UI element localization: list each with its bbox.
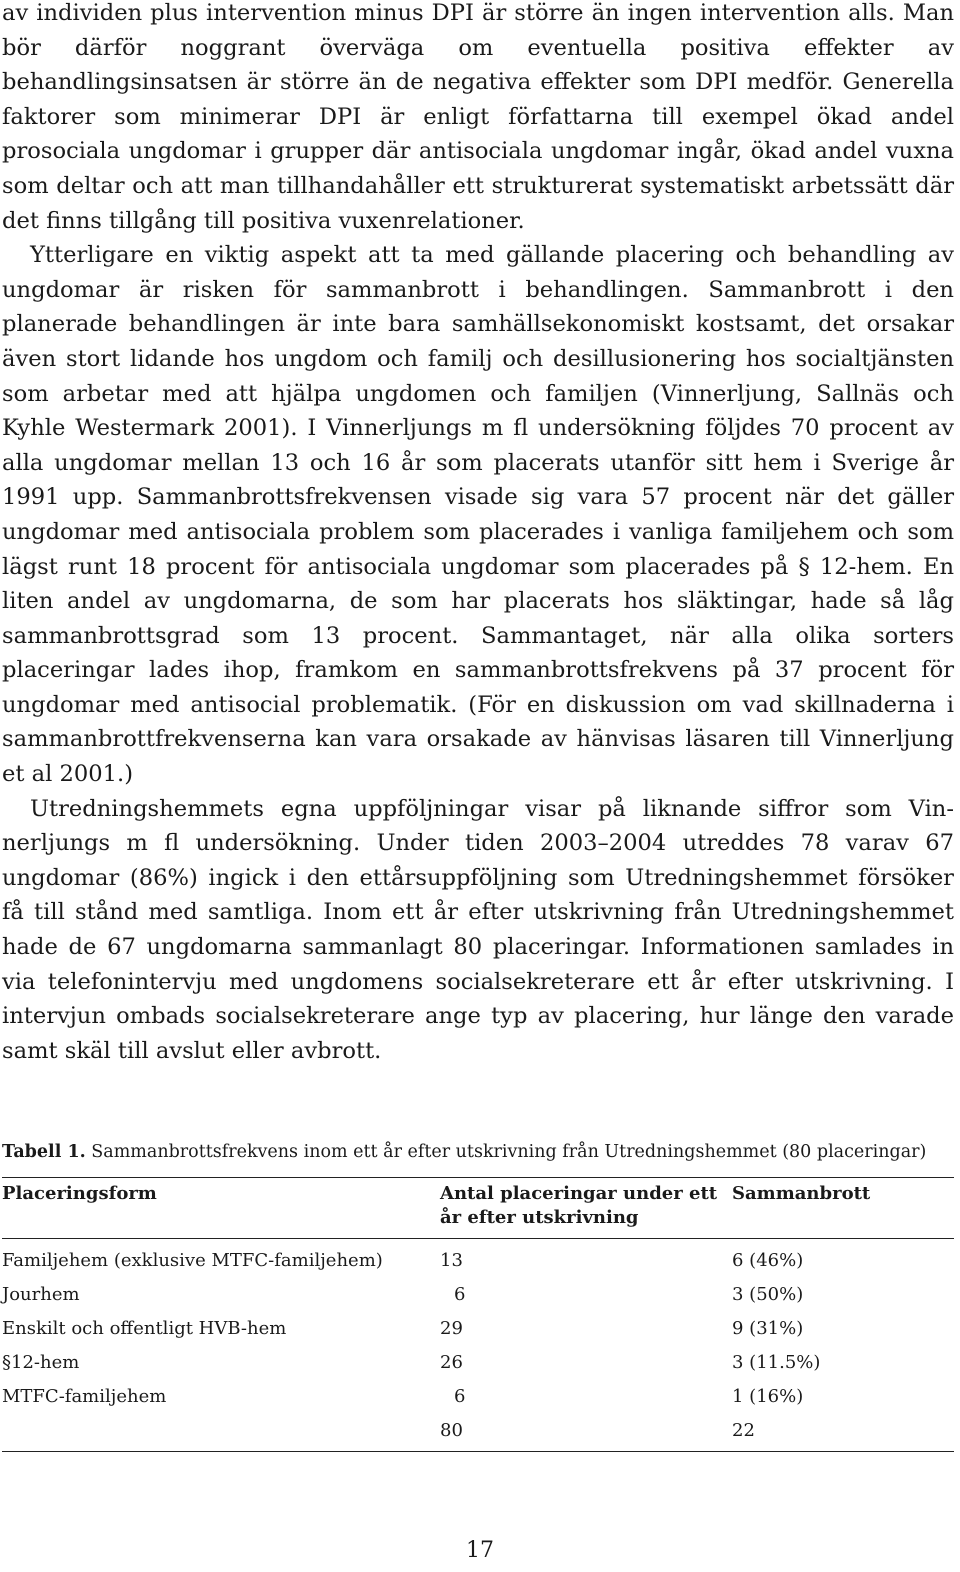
body-paragraph: Utredningshemmets egna uppföljningar visar på liknande siffror som Vinnerljungs m fl undersökning. Under tiden 2003–2004 utreddes 78 varav 67 ungdomar (86%) ingick i den ettårsuppföljning som Utredningshemmet försöker få till stånd med samtliga. Inom ett år efter utskrivning från Utredningshemmet hade de 67 ungdomarna sammanlagt 80 placeringar. Informationen samlades in via telefonintervju med ungdomens socialsekreterare ett år efter utskrivning. I intervjun ombads socialsekreterare ange typ av placering, hur länge den varade samt skäl till avslut eller avbrott.	[2, 795, 954, 1064]
cell-placement-type: Jourhem	[2, 1284, 80, 1305]
table-row	[2, 1312, 954, 1346]
cell-count: 26	[440, 1352, 463, 1373]
table-header-row	[2, 1178, 954, 1239]
table-caption	[2, 1140, 954, 1164]
body-paragraph: Ytterligare en viktig aspekt att ta med gällande placering och behandling av ungdomar är risken för sammanbrott i behandlingen. Sammanbrott i den planerade behandlingen är inte bara samhällsekonomiskt kostsamt, det orsakar även stort lidande hos ungdom och familj och desillusionering hos socialtjänsten som arbetar med att hjälpa ungdomen och familjen (Vinnerljung, Sallnäs och Kyhle Westermark 2001). I Vinnerljungs m fl undersökning följdes 70 procent av alla ungdomar mellan 13 och 16 år som placerats utanför sitt hem i Sverige år 1991 upp. Sammanbrottsfrekvensen visade sig vara 57 procent när det gäller ungdomar med antisociala problem som placerades i vanliga familjehem och som lägst runt 18 procent för antisociala ungdomar som placerades på § 12-hem. En liten andel av ungdomarna, de som har placerats hos släktingar, hade så låg sammanbrottsgrad som 13 procent. Sammantaget, när alla olika sorters placeringar lades ihop, framkom en sammanbrottsfrekvens på 37 procent för ungdomar med antisocial problematik. (För en diskussion om vad skillnaderna i sammanbrottfrekvenserna kan vara orsakade av hänvisas läsaren till Vinnerljung et al 2001.)	[2, 242, 954, 788]
cell-breakdowns: 9 (31%)	[732, 1318, 804, 1339]
header-placement-count: Antal placeringar under ett år efter utskrivning	[440, 1178, 732, 1239]
table-caption-text: Sammanbrottsfrekvens inom ett år efter utskrivning från Utredningshemmet (80 placeringar)	[85, 1142, 927, 1162]
cell-placement-type: MTFC-familjehem	[2, 1386, 167, 1407]
cell-placement-type: Familjehem (exklusive MTFC-familjehem)	[2, 1250, 383, 1271]
cell-breakdowns: 3 (50%)	[732, 1284, 804, 1305]
cell-breakdowns: 6 (46%)	[732, 1250, 804, 1271]
cell-placement-type: Enskilt och offentligt HVB-hem	[2, 1318, 287, 1339]
cell-placement-type: §12-hem	[2, 1352, 80, 1373]
cell-breakdowns: 1 (16%)	[732, 1386, 804, 1407]
table-row	[2, 1380, 954, 1414]
cell-count: 29	[440, 1318, 463, 1339]
cell-breakdowns: 3 (11.5%)	[732, 1352, 821, 1373]
cell-placement-type	[2, 1414, 440, 1452]
cell-total-breakdowns: 22	[732, 1414, 954, 1452]
header-placement-type: Placeringsform	[2, 1178, 440, 1239]
table-row	[2, 1278, 954, 1312]
table-caption-label: Tabell 1.	[2, 1142, 86, 1162]
page-number: 17	[466, 1538, 494, 1563]
table-row	[2, 1346, 954, 1380]
cell-count: 6	[454, 1284, 466, 1305]
document-page	[2, 0, 954, 1068]
placement-table	[2, 1177, 954, 1452]
cell-count: 13	[440, 1250, 463, 1271]
table-row	[2, 1239, 954, 1279]
header-breakdowns: Sammanbrott	[732, 1178, 954, 1239]
body-paragraph: av individen plus intervention minus DPI är större än ingen intervention alls. Man bör därför noggrant överväga om eventuella positiva effekter av behandlingsinsatsen är större än de negativa effekter som DPI medför. Generella faktorer som minimerar DPI är enligt författarna till exempel ökad andel prosociala ungdomar i grupper där antisociala ungdomar ingår, ökad andel vuxna som deltar och att man tillhandahåller ett strukturerat systematiskt arbetssätt där det finns tillgång till positiva vuxenrelationer.	[2, 0, 954, 234]
cell-total-count: 80	[440, 1414, 732, 1452]
cell-count: 6	[454, 1386, 466, 1407]
table-total-row	[2, 1414, 954, 1452]
